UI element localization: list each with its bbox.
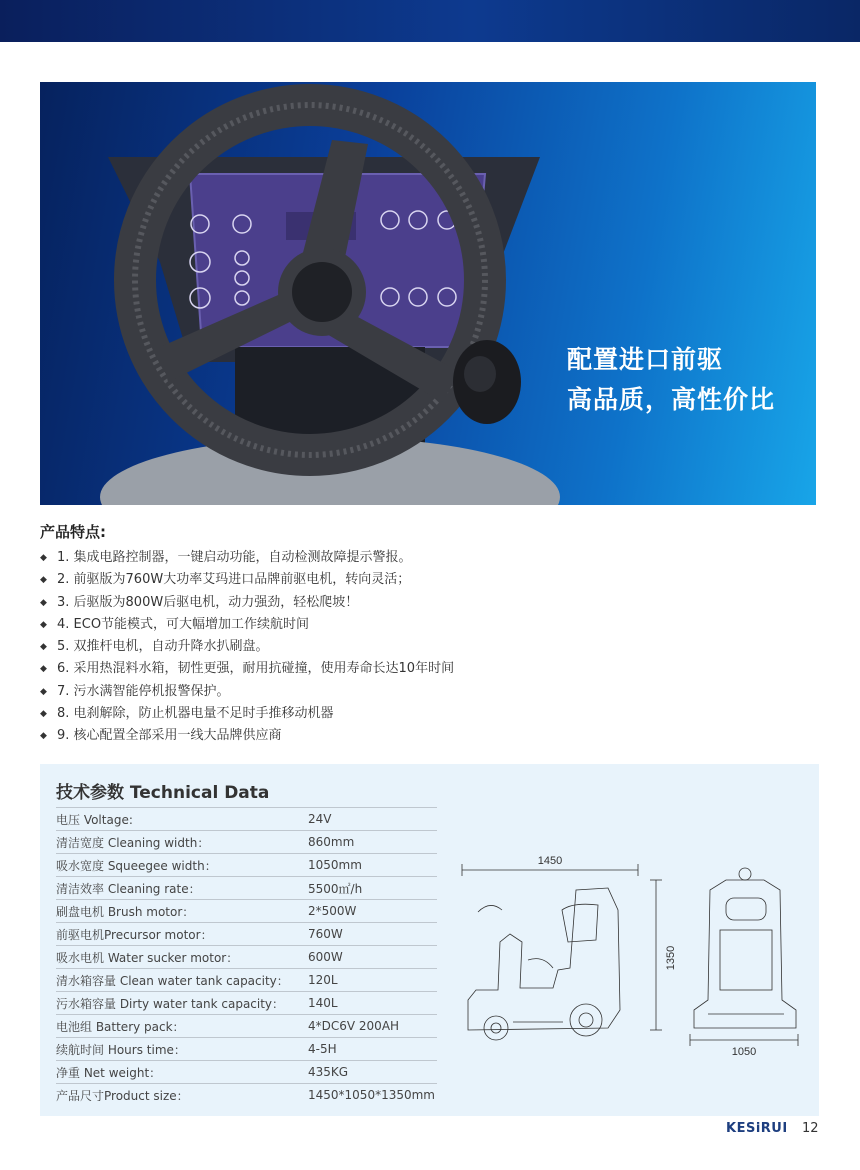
feature-text: 6. 采用热混料水箱，韧性更强，耐用抗碰撞，使用寿命长达10年时间 [57, 661, 455, 677]
features-list [40, 547, 820, 748]
feature-item [40, 569, 820, 591]
spec-value: 140L [308, 992, 437, 1015]
feature-text: 7. 污水满智能停机报警保护。 [57, 683, 230, 699]
hero-headline-line2: 高品质，高性价比 [567, 385, 776, 414]
feature-text: 8. 电刹解除，防止机器电量不足时手推移动机器 [57, 706, 334, 722]
spec-label: 清洁效率 Cleaning rate： [56, 877, 308, 900]
feature-text: 5. 双推杆电机，自动升降水扒刷盘。 [57, 639, 269, 655]
spec-value: 120L [308, 969, 437, 992]
diamond-bullet-icon: ◆ [40, 709, 47, 720]
diamond-bullet-icon: ◆ [40, 642, 47, 653]
table-row [56, 992, 437, 1015]
table-row [56, 808, 437, 831]
feature-text: 3. 后驱版为800W后驱电机，动力强劲，轻松爬坡！ [57, 594, 359, 610]
hero-image [40, 82, 816, 505]
diamond-bullet-icon: ◆ [40, 664, 47, 675]
dim-length-label: 1450 [537, 855, 563, 867]
table-row [56, 854, 437, 877]
diamond-bullet-icon: ◆ [40, 731, 47, 742]
spec-value: 4-5H [308, 1038, 437, 1061]
spec-value: 760W [308, 923, 437, 946]
technical-data-title: 技术参数 Technical Data [56, 783, 270, 803]
spec-label: 污水箱容量 Dirty water tank capacity： [56, 992, 308, 1015]
feature-item [40, 592, 820, 614]
spec-label: 清洁宽度 Cleaning width： [56, 831, 308, 854]
spec-label: 净重 Net weight： [56, 1061, 308, 1084]
table-row [56, 877, 437, 900]
table-row [56, 969, 437, 992]
spec-value: 24V [308, 808, 437, 831]
spec-label: 吸水电机 Water sucker motor： [56, 946, 308, 969]
dim-width-label: 1050 [731, 1046, 757, 1058]
feature-item [40, 636, 820, 658]
table-row [56, 900, 437, 923]
brand-logo: KESiRUI [726, 1121, 788, 1136]
feature-text: 4. ECO节能模式，可大幅增加工作续航时间 [57, 616, 310, 632]
technical-data-panel [40, 764, 819, 1116]
spec-value: 600W [308, 946, 437, 969]
spec-value: 435KG [308, 1061, 437, 1084]
diamond-bullet-icon: ◆ [40, 619, 47, 630]
feature-item [40, 703, 820, 725]
features-section [40, 521, 820, 748]
table-row [56, 946, 437, 969]
features-title: 产品特点: [40, 523, 106, 541]
diamond-bullet-icon: ◆ [40, 575, 47, 586]
feature-item [40, 547, 820, 569]
diamond-bullet-icon: ◆ [40, 686, 47, 697]
dimension-diagram [458, 850, 803, 1060]
spec-label: 电压 Voltage: [56, 808, 308, 831]
feature-text: 9. 核心配置全部采用一线大品牌供应商 [57, 728, 282, 744]
table-row [56, 1084, 437, 1107]
spec-label: 续航时间 Hours time： [56, 1038, 308, 1061]
spec-value: 5500㎡/h [308, 877, 437, 900]
diamond-bullet-icon: ◆ [40, 553, 47, 563]
spec-label: 清水箱容量 Clean water tank capacity： [56, 969, 308, 992]
feature-text: 1. 集成电路控制器，一键启动功能，自动检测故障提示警报。 [57, 550, 412, 565]
feature-text: 2. 前驱版为760W大功率艾玛进口品牌前驱电机，转向灵活； [57, 572, 411, 588]
diamond-bullet-icon: ◆ [40, 597, 47, 608]
spec-value: 860mm [308, 831, 437, 854]
feature-item [40, 658, 820, 680]
spec-label: 刷盘电机 Brush motor： [56, 900, 308, 923]
page-number: 12 [802, 1121, 819, 1136]
spec-label: 吸水宽度 Squeegee width： [56, 854, 308, 877]
spec-label: 电池组 Battery pack： [56, 1015, 308, 1038]
table-row [56, 1015, 437, 1038]
table-row [56, 1038, 437, 1061]
table-row [56, 831, 437, 854]
hero-headline-line1: 配置进口前驱 [567, 345, 724, 374]
spec-label: 前驱电机Precursor motor： [56, 923, 308, 946]
dim-height-label: 1350 [665, 945, 677, 971]
feature-item [40, 614, 820, 636]
feature-item [40, 681, 820, 703]
spec-value: 1450*1050*1350mm [308, 1084, 437, 1107]
top-banner [0, 0, 860, 42]
spec-table [56, 807, 437, 1107]
spec-label: 产品尺寸Product size： [56, 1084, 308, 1107]
hero-headline [567, 340, 775, 420]
spec-value: 1050mm [308, 854, 437, 877]
steering-wheel-illustration [40, 82, 816, 505]
feature-item [40, 725, 820, 747]
table-row [56, 1061, 437, 1084]
spec-value: 4*DC6V 200AH [308, 1015, 437, 1038]
spec-value: 2*500W [308, 900, 437, 923]
table-row [56, 923, 437, 946]
